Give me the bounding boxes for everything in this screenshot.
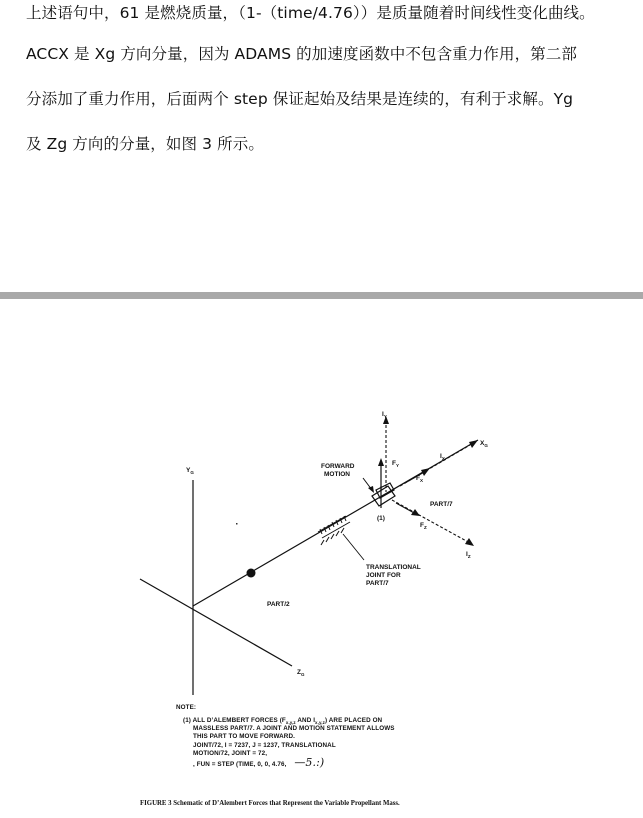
ix-label: $I_X$: [440, 453, 445, 461]
iz-label: $I_Z$: [466, 551, 471, 559]
schematic-diagram: [0, 300, 643, 818]
handwritten-annotation: —5.:): [294, 756, 325, 769]
yg-label: $Y_G$: [186, 467, 194, 475]
iy-label: $I_Y$: [382, 411, 387, 419]
paragraph-line-2: ACCX 是 Xg 方向分量，因为 ADAMS 的加速度函数中不包含重力作用，第二部: [26, 45, 577, 63]
part7-label: PART/7: [430, 501, 453, 508]
note-line-5: MOTION/72, JOINT = 72,: [193, 750, 268, 757]
iz-arrowhead: [465, 538, 474, 546]
fy-arrowhead: [378, 458, 384, 466]
paragraph-line-4: 及 Zg 方向的分量，如图 3 所示。: [26, 135, 264, 153]
xg-arrowhead: [469, 440, 478, 448]
part7-block: [372, 483, 395, 508]
fx-label: $F_X$: [416, 475, 423, 483]
forward-motion-arrowhead: [368, 486, 374, 493]
part2-label: PART/2: [267, 601, 290, 608]
translational-label-line2: JOINT FOR: [366, 572, 401, 579]
note-line-4: JOINT/72, I = 7237, J = 1237, TRANSLATIONAL: [193, 742, 336, 749]
fx-arrowhead: [421, 468, 430, 476]
translational-leader: [343, 534, 364, 560]
forward-motion-label-line1: FORWARD: [321, 463, 355, 470]
note-line-1: (1) ALL D’ALEMBERT FORCES ($F_{x,y,z}$ AND $I_{x,y,z}$) ARE PLACED ON: [183, 717, 383, 725]
translational-label-line3: PART/7: [366, 580, 389, 587]
paragraph-line-1: 上述语句中，61 是燃烧质量，（1-（time/4.76））是质量随着时间线性变化曲线。: [26, 4, 595, 22]
zg-label: $Z_G$: [297, 669, 305, 677]
figure-3: [0, 300, 643, 818]
figure-caption: FIGURE 3 Schematic of D’Alembert Forces that Represent the Variable Propellant Mass.: [140, 800, 400, 807]
xg-label: $X_G$: [480, 440, 488, 448]
forward-motion-label-line2: MOTION: [324, 471, 350, 478]
marker-1-label: (1): [377, 515, 385, 522]
note-heading: NOTE:: [176, 704, 197, 711]
joint-dot: [247, 569, 256, 578]
translational-label-line1: TRANSLATIONAL: [366, 564, 421, 571]
paragraph-line-3: 分添加了重力作用，后面两个 step 保证起始及结果是连续的，有利于求解。Yg: [26, 90, 574, 108]
fy-label: $F_Y$: [392, 460, 399, 468]
note-line-6: , FUN = STEP (TIME, 0, 0, 4.76, —5.:): [193, 756, 325, 769]
stray-mark: [236, 523, 238, 525]
note-line-2: MASSLESS PART/7. A JOINT AND MOTION STATEMENT ALLOWS: [193, 725, 395, 732]
page-divider: [0, 292, 643, 299]
fz-label: $F_Z$: [420, 522, 427, 530]
note-line-3: THIS PART TO MOVE FORWARD.: [193, 733, 295, 740]
